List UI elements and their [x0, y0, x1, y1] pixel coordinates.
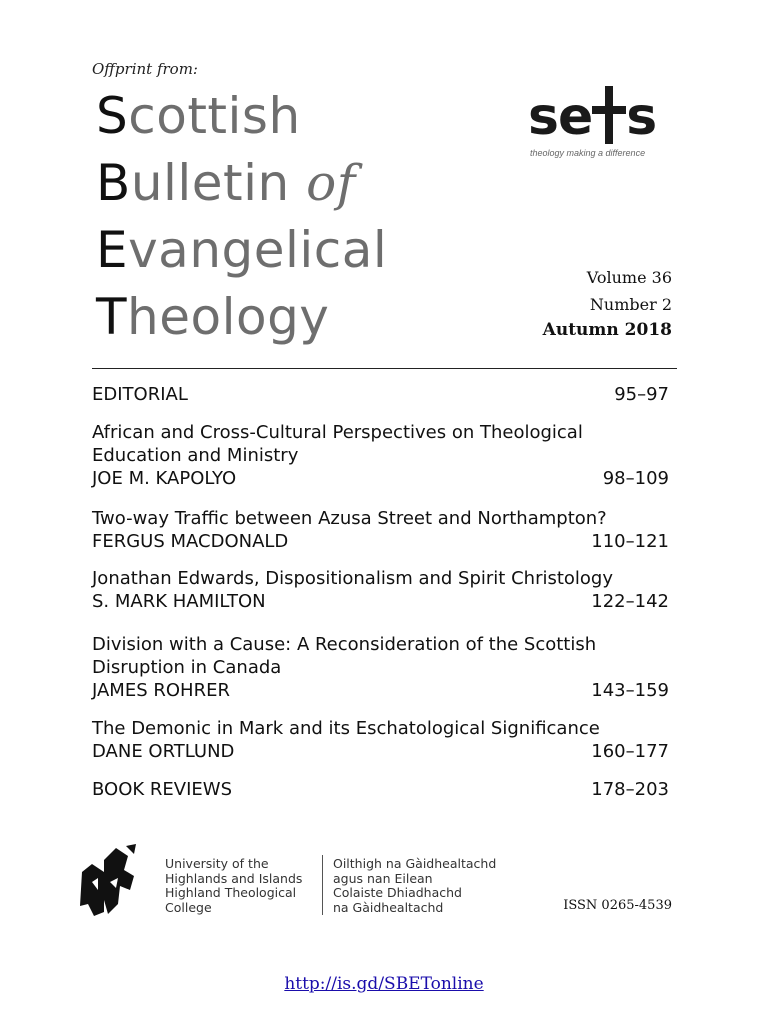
publisher-line: Highland Theological	[165, 885, 297, 900]
title-word: cottish	[128, 87, 301, 145]
online-link[interactable]: http://is.gd/SBETonline	[284, 974, 484, 994]
publisher-divider	[322, 855, 323, 915]
footer-link-container	[0, 974, 768, 994]
toc-entry	[92, 383, 669, 406]
toc-title: Disruption in Canada	[92, 657, 282, 678]
issn-label: ISSN 0265-4539	[563, 898, 672, 913]
toc-entry	[92, 421, 669, 490]
publisher-line: College	[165, 899, 212, 915]
toc-pages: 122–142	[591, 591, 669, 612]
publisher-gaelic-name	[333, 857, 496, 915]
toc-line	[92, 679, 669, 702]
journal-title-line-2	[96, 155, 356, 211]
sets-wordmark	[528, 88, 656, 146]
toc-author: JAMES ROHRER	[92, 680, 230, 701]
toc-author: FERGUS MACDONALD	[92, 531, 289, 552]
sets-wordmark-left: se	[528, 87, 593, 147]
number-label: Number 2	[589, 295, 672, 314]
toc-line	[92, 444, 669, 467]
toc-title: Jonathan Edwards, Dispositionalism and Spirit Christology	[92, 568, 614, 589]
title-initial: B	[96, 154, 131, 212]
toc-title: Education and Ministry	[92, 445, 299, 466]
toc-line	[92, 778, 669, 801]
toc-line	[92, 633, 669, 656]
toc-pages: 98–109	[602, 468, 669, 489]
toc-line	[92, 590, 669, 613]
toc-title: EDITORIAL	[92, 384, 188, 405]
toc-entry	[92, 717, 669, 763]
publisher-line: Highlands and Islands	[165, 870, 303, 886]
toc-line	[92, 507, 669, 530]
toc-line	[92, 383, 669, 406]
toc-entry	[92, 507, 669, 553]
toc-title: BOOK REVIEWS	[92, 779, 232, 800]
toc-pages: 95–97	[614, 384, 669, 405]
toc-line	[92, 421, 669, 444]
uhi-logo-icon	[74, 842, 154, 920]
publisher-english-name	[165, 857, 302, 915]
toc-pages: 110–121	[591, 531, 669, 552]
toc-author: JOE M. KAPOLYO	[92, 468, 237, 489]
title-word: ulletin	[130, 154, 307, 212]
title-initial: E	[96, 221, 129, 279]
toc-pages: 178–203	[591, 779, 669, 800]
publisher-line: University of the	[165, 856, 269, 871]
publisher-line: Colaiste Dhiadhachd	[333, 885, 462, 900]
publisher-line: Oilthigh na Gàidhealtachd	[333, 856, 497, 871]
toc-author: S. MARK HAMILTON	[92, 591, 266, 612]
sets-tagline: theology making a difference	[530, 148, 646, 158]
title-italic-word: of	[306, 154, 356, 212]
publisher-line: agus nan Eilean	[333, 870, 433, 886]
sets-wordmark-right: s	[626, 87, 657, 147]
toc-pages: 160–177	[591, 741, 669, 762]
journal-title-line-1	[96, 88, 301, 144]
toc-title: African and Cross-Cultural Perspectives on Theological	[92, 422, 583, 443]
toc-pages: 143–159	[591, 680, 669, 701]
journal-title-line-4	[96, 289, 329, 345]
toc-line	[92, 567, 669, 590]
toc-entry	[92, 633, 669, 702]
toc-line	[92, 530, 669, 553]
title-word: vangelical	[128, 221, 388, 279]
volume-label: Volume 36	[586, 268, 672, 287]
toc-author: DANE ORTLUND	[92, 741, 235, 762]
toc-line	[92, 467, 669, 490]
title-word: heology	[127, 288, 330, 346]
toc-line	[92, 740, 669, 763]
toc-entry	[92, 567, 669, 613]
cross-icon	[592, 98, 626, 138]
toc-line	[92, 656, 669, 679]
toc-entry	[92, 778, 669, 801]
title-initial: S	[96, 87, 129, 145]
title-initial: T	[96, 288, 128, 346]
toc-title: Division with a Cause: A Reconsideration of the Scottish	[92, 634, 597, 655]
journal-title-line-3	[96, 222, 387, 278]
toc-line	[92, 717, 669, 740]
toc-title: Two-way Traffic between Azusa Street and Northampton?	[92, 508, 607, 529]
offprint-label: Offprint from:	[92, 60, 198, 78]
season-label: Autumn 2018	[542, 320, 672, 340]
toc-title: The Demonic in Mark and its Eschatological Significance	[92, 718, 600, 739]
sets-logo	[528, 88, 678, 163]
divider	[92, 368, 677, 369]
publisher-line: na Gàidhealtachd	[333, 899, 444, 915]
